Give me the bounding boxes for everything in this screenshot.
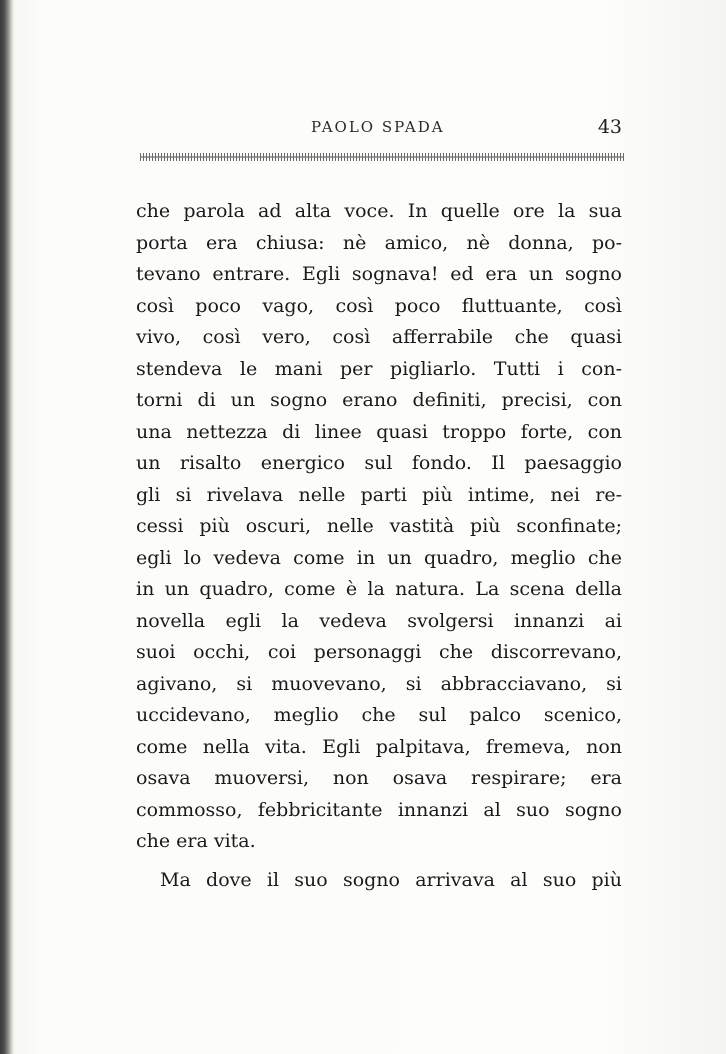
body-text [136,196,622,896]
paragraph-gap [136,858,622,865]
text-line: che parola ad alta voce. In quelle ore la sua [136,200,622,222]
text-line: così poco vago, così poco fluttuante, così [136,294,622,317]
running-head [136,116,626,140]
text-line: porta era chiusa: nè amico, nè donna, po- [136,231,622,254]
text-line: Ma dove il suo sogno arrivava al suo più [160,868,622,891]
text-line: gli si rivelava nelle parti più intime, nei re- [136,483,622,506]
book-spine-shadow [0,0,14,1054]
text-line: agivano, si muovevano, si abbracciavano, si [136,672,622,695]
page-number: 43 [597,116,622,138]
text-line: una nettezza di linee quasi troppo forte, con [136,420,622,443]
text-line: un risalto energico sul fondo. Il paesaggio [136,452,622,474]
text-line: novella egli la vedeva svolgersi innanzi ai [136,609,622,632]
text-line: stendeva le mani per pigliarlo. Tutti i con- [136,357,622,380]
text-line: in un quadro, come è la natura. La scena della [136,578,622,600]
text-line: cessi più oscuri, nelle vastità più sconfinate; [136,515,622,537]
text-line: vivo, così vero, così afferrabile che quasi [136,326,622,348]
text-line: come nella vita. Egli palpitava, fremeva, non [136,735,622,758]
text-line: tevano entrare. Egli sognava! ed era un sogno [136,263,622,285]
text-line: che era vita. [136,830,256,852]
text-line: osava muoversi, non osava respirare; era [136,767,622,789]
paragraph-1 [136,196,622,858]
text-line: commosso, febbricitante innanzi al suo sogno [136,798,622,821]
text-line: egli lo vedeva come in un quadro, meglio che [136,546,622,569]
text-line: suoi occhi, coi personaggi che discorrevano, [136,641,622,663]
header-ornament-rule [140,153,624,161]
paragraph-2 [136,865,622,897]
text-line: torni di un sogno erano definiti, precisi, con [136,389,622,411]
text-line: uccidevano, meglio che sul palco scenico, [136,704,622,726]
running-title: PAOLO SPADA [311,118,445,136]
